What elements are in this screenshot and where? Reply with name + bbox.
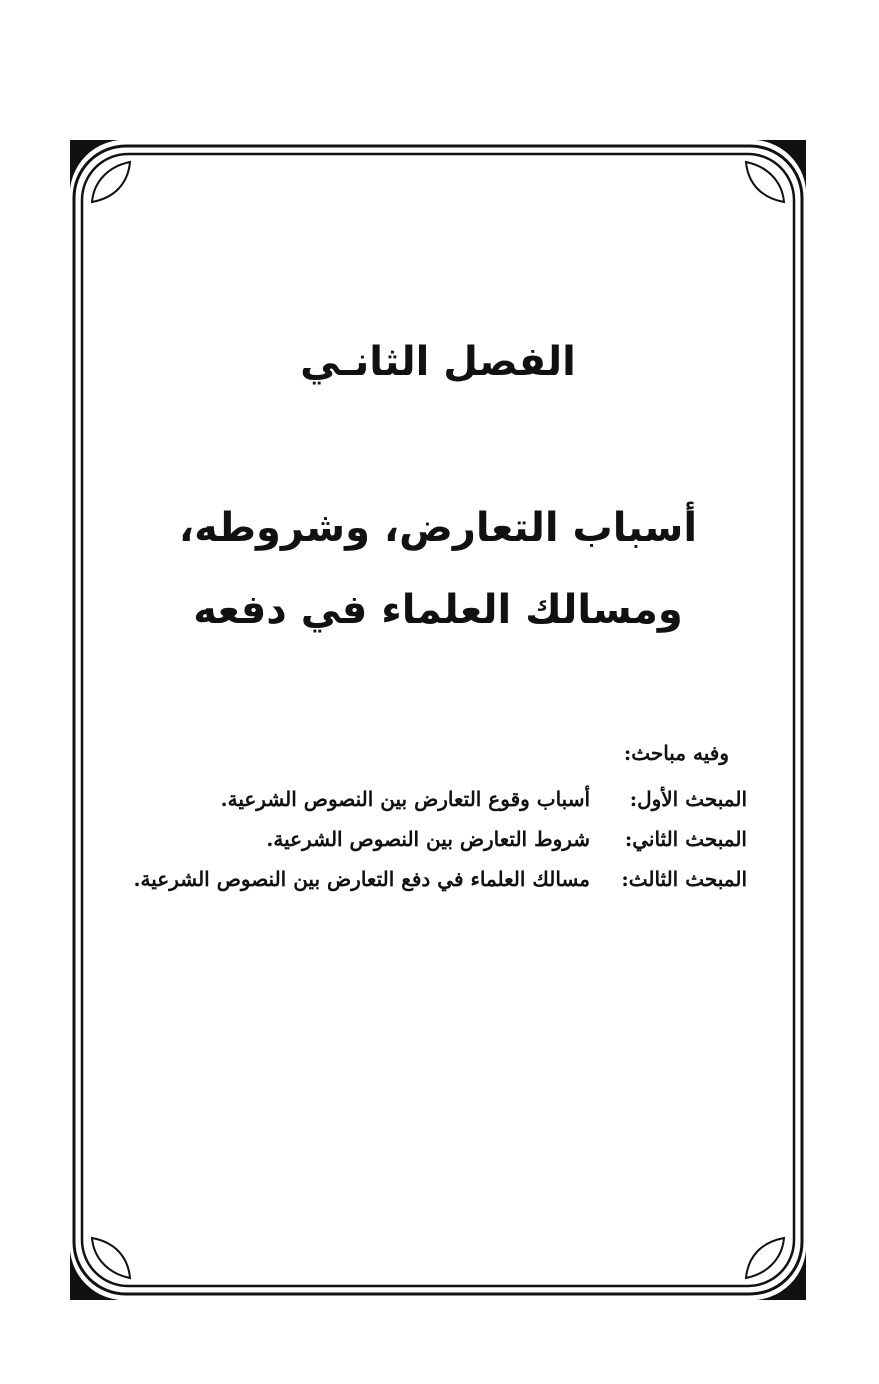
main-title-line-2: ومسالك العلماء في دفعه [193, 587, 683, 633]
corner-leaf-bottom-right [746, 1238, 784, 1278]
sections-intro: وفيه مباحث: [623, 741, 729, 765]
section-label: المبحث الثالث: [621, 867, 747, 891]
section-text: أسباب وقوع التعارض بين النصوص الشرعية. [220, 787, 591, 811]
decorative-page-frame [70, 140, 806, 1300]
frame-border-graphic [70, 140, 806, 1300]
corner-leaf-top-right [746, 162, 784, 202]
chapter-title: الفصل الثانـي [300, 339, 576, 385]
section-label: المبحث الأول: [629, 787, 747, 811]
corner-leaf-bottom-left [92, 1238, 130, 1278]
sections-list [134, 784, 747, 904]
section-text: شروط التعارض بين النصوص الشرعية. [266, 827, 591, 851]
main-title-line-1: أسباب التعارض، وشروطه، [178, 505, 698, 551]
section-text: مسالك العلماء في دفع التعارض بين النصوص الشرعية. [133, 867, 591, 891]
section-item-3 [134, 864, 747, 904]
section-label: المبحث الثاني: [624, 827, 747, 851]
section-item-1 [134, 784, 747, 824]
corner-leaf-top-left [92, 162, 130, 202]
section-item-2 [134, 824, 747, 864]
